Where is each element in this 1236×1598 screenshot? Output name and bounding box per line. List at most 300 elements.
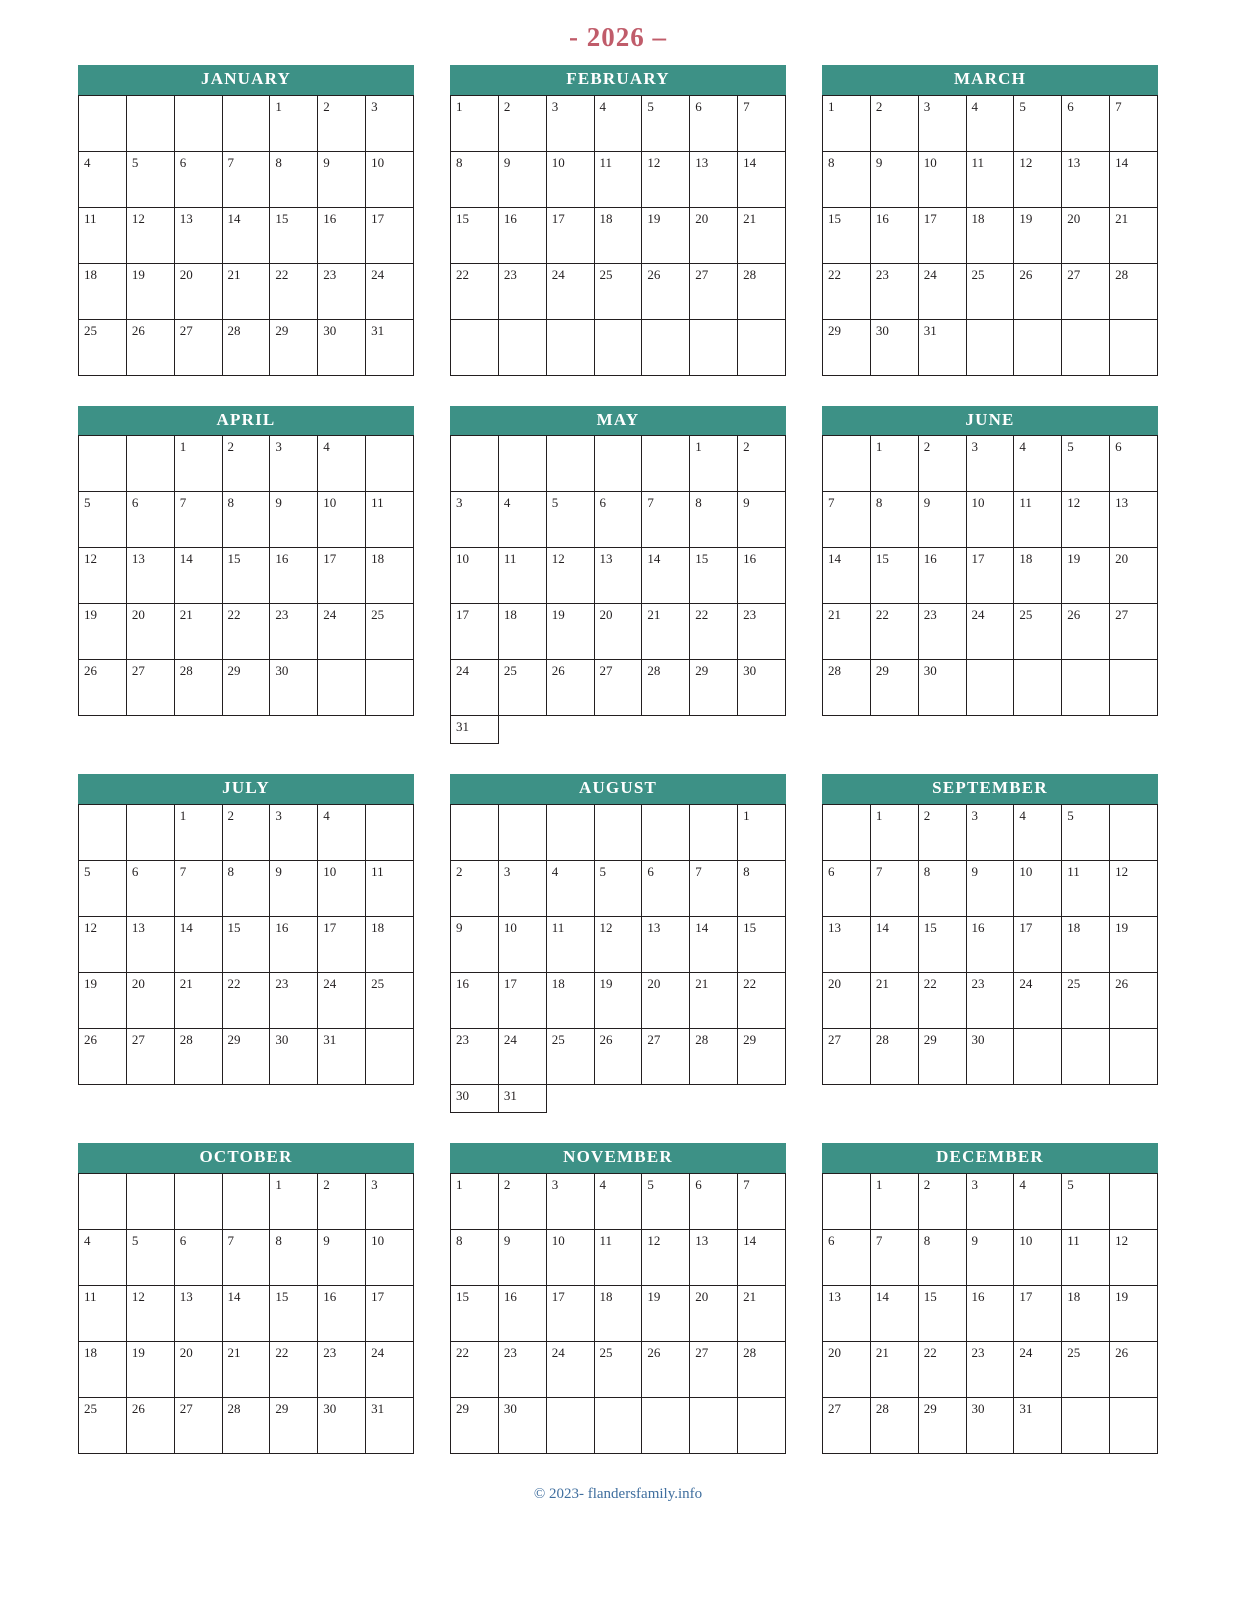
day-cell[interactable]: 22 [222,604,270,660]
day-cell[interactable]: 10 [546,151,594,207]
day-cell[interactable]: 8 [222,861,270,917]
day-cell[interactable]: 25 [366,604,414,660]
day-cell[interactable]: 3 [366,1173,414,1229]
day-cell[interactable]: 10 [451,548,499,604]
day-cell[interactable]: 10 [366,1229,414,1285]
day-cell[interactable]: 31 [451,716,499,744]
day-cell[interactable]: 18 [594,207,642,263]
day-cell[interactable]: 17 [966,548,1014,604]
day-cell[interactable]: 6 [823,1229,871,1285]
day-cell[interactable]: 5 [1062,436,1110,492]
day-cell[interactable]: 13 [690,151,738,207]
day-cell[interactable]: 21 [738,207,786,263]
day-cell[interactable]: 13 [174,207,222,263]
day-cell[interactable]: 19 [1014,207,1062,263]
day-cell[interactable]: 16 [498,1285,546,1341]
day-cell[interactable]: 28 [222,1397,270,1453]
day-cell[interactable]: 30 [270,660,318,716]
day-cell[interactable]: 6 [690,1173,738,1229]
day-cell[interactable]: 14 [222,1285,270,1341]
day-cell[interactable]: 11 [594,151,642,207]
day-cell[interactable]: 4 [1014,436,1062,492]
day-cell[interactable]: 20 [174,1341,222,1397]
day-cell[interactable]: 16 [966,1285,1014,1341]
day-cell[interactable]: 24 [498,1029,546,1085]
day-cell[interactable]: 8 [451,151,499,207]
day-cell[interactable]: 4 [546,861,594,917]
day-cell[interactable]: 17 [546,1285,594,1341]
day-cell[interactable]: 1 [870,805,918,861]
day-cell[interactable]: 21 [174,604,222,660]
day-cell[interactable]: 6 [594,492,642,548]
day-cell[interactable]: 27 [594,660,642,716]
day-cell[interactable]: 4 [79,1229,127,1285]
day-cell[interactable]: 6 [1110,436,1158,492]
day-cell[interactable]: 2 [451,861,499,917]
day-cell[interactable]: 18 [79,1341,127,1397]
day-cell[interactable]: 28 [642,660,690,716]
day-cell[interactable]: 25 [79,1397,127,1453]
day-cell[interactable]: 7 [222,151,270,207]
day-cell[interactable]: 29 [870,660,918,716]
day-cell[interactable]: 26 [642,263,690,319]
day-cell[interactable]: 30 [870,319,918,375]
day-cell[interactable]: 27 [174,319,222,375]
day-cell[interactable]: 20 [126,973,174,1029]
day-cell[interactable]: 30 [966,1029,1014,1085]
day-cell[interactable]: 15 [918,1285,966,1341]
day-cell[interactable]: 18 [1014,548,1062,604]
day-cell[interactable]: 14 [870,917,918,973]
day-cell[interactable]: 15 [918,917,966,973]
day-cell[interactable]: 26 [126,1397,174,1453]
day-cell[interactable]: 21 [690,973,738,1029]
day-cell[interactable]: 5 [642,95,690,151]
day-cell[interactable]: 6 [174,1229,222,1285]
day-cell[interactable]: 29 [918,1397,966,1453]
day-cell[interactable]: 17 [366,1285,414,1341]
day-cell[interactable]: 1 [823,95,871,151]
day-cell[interactable]: 31 [366,1397,414,1453]
day-cell[interactable]: 25 [594,263,642,319]
day-cell[interactable]: 8 [690,492,738,548]
day-cell[interactable]: 10 [1014,861,1062,917]
day-cell[interactable]: 19 [642,1285,690,1341]
day-cell[interactable]: 7 [690,861,738,917]
day-cell[interactable]: 23 [870,263,918,319]
day-cell[interactable]: 13 [126,548,174,604]
day-cell[interactable]: 9 [966,861,1014,917]
day-cell[interactable]: 17 [1014,1285,1062,1341]
day-cell[interactable]: 12 [126,207,174,263]
day-cell[interactable]: 15 [738,917,786,973]
day-cell[interactable]: 14 [738,151,786,207]
day-cell[interactable]: 14 [690,917,738,973]
day-cell[interactable]: 19 [1110,1285,1158,1341]
day-cell[interactable]: 23 [270,604,318,660]
day-cell[interactable]: 17 [546,207,594,263]
day-cell[interactable]: 31 [1014,1397,1062,1453]
day-cell[interactable]: 16 [918,548,966,604]
day-cell[interactable]: 25 [79,319,127,375]
day-cell[interactable]: 29 [451,1397,499,1453]
day-cell[interactable]: 22 [870,604,918,660]
day-cell[interactable]: 18 [498,604,546,660]
day-cell[interactable]: 15 [451,207,499,263]
day-cell[interactable]: 23 [918,604,966,660]
day-cell[interactable]: 24 [918,263,966,319]
day-cell[interactable]: 8 [738,861,786,917]
day-cell[interactable]: 13 [1110,492,1158,548]
day-cell[interactable]: 9 [318,151,366,207]
day-cell[interactable]: 5 [1062,1173,1110,1229]
day-cell[interactable]: 5 [642,1173,690,1229]
day-cell[interactable]: 5 [126,1229,174,1285]
day-cell[interactable]: 9 [738,492,786,548]
day-cell[interactable]: 3 [270,436,318,492]
day-cell[interactable]: 1 [174,805,222,861]
day-cell[interactable]: 14 [174,917,222,973]
day-cell[interactable]: 26 [594,1029,642,1085]
day-cell[interactable]: 1 [270,1173,318,1229]
day-cell[interactable]: 28 [738,263,786,319]
day-cell[interactable]: 2 [918,805,966,861]
day-cell[interactable]: 2 [918,1173,966,1229]
day-cell[interactable]: 26 [546,660,594,716]
day-cell[interactable]: 3 [451,492,499,548]
day-cell[interactable]: 22 [270,263,318,319]
day-cell[interactable]: 11 [1062,861,1110,917]
day-cell[interactable]: 11 [966,151,1014,207]
day-cell[interactable]: 9 [451,917,499,973]
day-cell[interactable]: 3 [546,1173,594,1229]
day-cell[interactable]: 5 [1014,95,1062,151]
day-cell[interactable]: 18 [366,548,414,604]
day-cell[interactable]: 1 [870,436,918,492]
day-cell[interactable]: 11 [1014,492,1062,548]
day-cell[interactable]: 16 [270,548,318,604]
day-cell[interactable]: 20 [690,1285,738,1341]
day-cell[interactable]: 7 [174,861,222,917]
day-cell[interactable]: 25 [1014,604,1062,660]
day-cell[interactable]: 9 [270,861,318,917]
day-cell[interactable]: 19 [594,973,642,1029]
day-cell[interactable]: 12 [79,548,127,604]
day-cell[interactable]: 26 [1110,973,1158,1029]
day-cell[interactable]: 10 [318,861,366,917]
day-cell[interactable]: 16 [451,973,499,1029]
day-cell[interactable]: 17 [318,548,366,604]
day-cell[interactable]: 24 [546,1341,594,1397]
day-cell[interactable]: 15 [270,1285,318,1341]
day-cell[interactable]: 24 [318,973,366,1029]
day-cell[interactable]: 3 [498,861,546,917]
day-cell[interactable]: 2 [318,1173,366,1229]
day-cell[interactable]: 3 [966,1173,1014,1229]
day-cell[interactable]: 26 [79,1029,127,1085]
day-cell[interactable]: 31 [918,319,966,375]
day-cell[interactable]: 29 [222,1029,270,1085]
day-cell[interactable]: 17 [366,207,414,263]
day-cell[interactable]: 11 [546,917,594,973]
day-cell[interactable]: 1 [270,95,318,151]
day-cell[interactable]: 21 [642,604,690,660]
day-cell[interactable]: 3 [546,95,594,151]
day-cell[interactable]: 21 [174,973,222,1029]
day-cell[interactable]: 19 [1110,917,1158,973]
day-cell[interactable]: 27 [1110,604,1158,660]
day-cell[interactable]: 29 [270,1397,318,1453]
day-cell[interactable]: 30 [966,1397,1014,1453]
day-cell[interactable]: 12 [1014,151,1062,207]
day-cell[interactable]: 12 [642,151,690,207]
day-cell[interactable]: 6 [126,492,174,548]
day-cell[interactable]: 15 [823,207,871,263]
day-cell[interactable]: 14 [642,548,690,604]
day-cell[interactable]: 17 [451,604,499,660]
day-cell[interactable]: 22 [918,973,966,1029]
day-cell[interactable]: 19 [126,1341,174,1397]
day-cell[interactable]: 13 [823,917,871,973]
day-cell[interactable]: 24 [366,1341,414,1397]
day-cell[interactable]: 5 [546,492,594,548]
day-cell[interactable]: 11 [366,861,414,917]
day-cell[interactable]: 14 [870,1285,918,1341]
day-cell[interactable]: 3 [366,95,414,151]
day-cell[interactable]: 5 [79,492,127,548]
day-cell[interactable]: 7 [642,492,690,548]
day-cell[interactable]: 29 [690,660,738,716]
day-cell[interactable]: 18 [1062,1285,1110,1341]
day-cell[interactable]: 7 [738,95,786,151]
day-cell[interactable]: 20 [1110,548,1158,604]
day-cell[interactable]: 16 [870,207,918,263]
day-cell[interactable]: 20 [126,604,174,660]
day-cell[interactable]: 26 [1110,1341,1158,1397]
day-cell[interactable]: 29 [270,319,318,375]
day-cell[interactable]: 28 [1110,263,1158,319]
day-cell[interactable]: 4 [1014,805,1062,861]
day-cell[interactable]: 8 [870,492,918,548]
day-cell[interactable]: 8 [918,861,966,917]
day-cell[interactable]: 5 [126,151,174,207]
day-cell[interactable]: 10 [366,151,414,207]
day-cell[interactable]: 22 [222,973,270,1029]
day-cell[interactable]: 26 [79,660,127,716]
day-cell[interactable]: 3 [966,805,1014,861]
day-cell[interactable]: 2 [222,805,270,861]
day-cell[interactable]: 23 [738,604,786,660]
day-cell[interactable]: 10 [918,151,966,207]
day-cell[interactable]: 6 [823,861,871,917]
day-cell[interactable]: 6 [690,95,738,151]
day-cell[interactable]: 20 [690,207,738,263]
day-cell[interactable]: 31 [498,1085,546,1113]
day-cell[interactable]: 28 [690,1029,738,1085]
day-cell[interactable]: 9 [918,492,966,548]
day-cell[interactable]: 14 [174,548,222,604]
day-cell[interactable]: 4 [318,805,366,861]
day-cell[interactable]: 15 [870,548,918,604]
day-cell[interactable]: 11 [366,492,414,548]
day-cell[interactable]: 11 [498,548,546,604]
day-cell[interactable]: 15 [451,1285,499,1341]
day-cell[interactable]: 18 [546,973,594,1029]
day-cell[interactable]: 7 [823,492,871,548]
day-cell[interactable]: 28 [174,660,222,716]
day-cell[interactable]: 18 [79,263,127,319]
day-cell[interactable]: 17 [1014,917,1062,973]
day-cell[interactable]: 6 [642,861,690,917]
day-cell[interactable]: 25 [366,973,414,1029]
day-cell[interactable]: 30 [498,1397,546,1453]
day-cell[interactable]: 11 [79,207,127,263]
day-cell[interactable]: 1 [451,1173,499,1229]
day-cell[interactable]: 8 [270,151,318,207]
day-cell[interactable]: 22 [738,973,786,1029]
day-cell[interactable]: 5 [79,861,127,917]
day-cell[interactable]: 3 [270,805,318,861]
day-cell[interactable]: 15 [270,207,318,263]
day-cell[interactable]: 18 [594,1285,642,1341]
day-cell[interactable]: 1 [738,805,786,861]
day-cell[interactable]: 24 [546,263,594,319]
day-cell[interactable]: 18 [1062,917,1110,973]
day-cell[interactable]: 20 [594,604,642,660]
day-cell[interactable]: 14 [1110,151,1158,207]
day-cell[interactable]: 23 [451,1029,499,1085]
day-cell[interactable]: 20 [1062,207,1110,263]
day-cell[interactable]: 2 [498,1173,546,1229]
day-cell[interactable]: 9 [318,1229,366,1285]
day-cell[interactable]: 22 [451,263,499,319]
day-cell[interactable]: 24 [1014,973,1062,1029]
day-cell[interactable]: 16 [318,207,366,263]
day-cell[interactable]: 8 [823,151,871,207]
day-cell[interactable]: 26 [1062,604,1110,660]
day-cell[interactable]: 26 [1014,263,1062,319]
day-cell[interactable]: 19 [642,207,690,263]
day-cell[interactable]: 1 [870,1173,918,1229]
day-cell[interactable]: 8 [451,1229,499,1285]
day-cell[interactable]: 10 [318,492,366,548]
day-cell[interactable]: 15 [690,548,738,604]
day-cell[interactable]: 23 [498,1341,546,1397]
day-cell[interactable]: 16 [738,548,786,604]
day-cell[interactable]: 12 [1110,861,1158,917]
day-cell[interactable]: 9 [498,1229,546,1285]
day-cell[interactable]: 12 [126,1285,174,1341]
day-cell[interactable]: 20 [823,973,871,1029]
day-cell[interactable]: 4 [966,95,1014,151]
day-cell[interactable]: 12 [1110,1229,1158,1285]
day-cell[interactable]: 27 [126,660,174,716]
day-cell[interactable]: 15 [222,917,270,973]
day-cell[interactable]: 21 [1110,207,1158,263]
day-cell[interactable]: 4 [498,492,546,548]
day-cell[interactable]: 7 [870,1229,918,1285]
day-cell[interactable]: 2 [318,95,366,151]
day-cell[interactable]: 13 [642,917,690,973]
day-cell[interactable]: 3 [966,436,1014,492]
day-cell[interactable]: 11 [79,1285,127,1341]
day-cell[interactable]: 18 [366,917,414,973]
day-cell[interactable]: 9 [870,151,918,207]
day-cell[interactable]: 25 [546,1029,594,1085]
day-cell[interactable]: 18 [966,207,1014,263]
day-cell[interactable]: 27 [174,1397,222,1453]
day-cell[interactable]: 30 [738,660,786,716]
day-cell[interactable]: 28 [174,1029,222,1085]
day-cell[interactable]: 22 [823,263,871,319]
day-cell[interactable]: 12 [594,917,642,973]
day-cell[interactable]: 20 [174,263,222,319]
day-cell[interactable]: 13 [594,548,642,604]
day-cell[interactable]: 8 [270,1229,318,1285]
day-cell[interactable]: 23 [270,973,318,1029]
day-cell[interactable]: 3 [918,95,966,151]
day-cell[interactable]: 21 [222,1341,270,1397]
day-cell[interactable]: 1 [451,95,499,151]
day-cell[interactable]: 23 [318,263,366,319]
day-cell[interactable]: 31 [318,1029,366,1085]
day-cell[interactable]: 9 [498,151,546,207]
day-cell[interactable]: 8 [222,492,270,548]
day-cell[interactable]: 27 [823,1397,871,1453]
day-cell[interactable]: 28 [738,1341,786,1397]
day-cell[interactable]: 19 [1062,548,1110,604]
day-cell[interactable]: 27 [823,1029,871,1085]
day-cell[interactable]: 1 [690,436,738,492]
day-cell[interactable]: 21 [222,263,270,319]
day-cell[interactable]: 30 [451,1085,499,1113]
day-cell[interactable]: 17 [498,973,546,1029]
day-cell[interactable]: 14 [738,1229,786,1285]
day-cell[interactable]: 9 [270,492,318,548]
day-cell[interactable]: 10 [546,1229,594,1285]
day-cell[interactable]: 2 [498,95,546,151]
day-cell[interactable]: 22 [451,1341,499,1397]
day-cell[interactable]: 27 [690,263,738,319]
day-cell[interactable]: 21 [823,604,871,660]
day-cell[interactable]: 29 [918,1029,966,1085]
day-cell[interactable]: 5 [594,861,642,917]
day-cell[interactable]: 7 [1110,95,1158,151]
day-cell[interactable]: 24 [1014,1341,1062,1397]
day-cell[interactable]: 30 [318,319,366,375]
day-cell[interactable]: 7 [870,861,918,917]
day-cell[interactable]: 6 [174,151,222,207]
day-cell[interactable]: 27 [690,1341,738,1397]
day-cell[interactable]: 12 [642,1229,690,1285]
day-cell[interactable]: 21 [870,1341,918,1397]
day-cell[interactable]: 21 [738,1285,786,1341]
day-cell[interactable]: 13 [174,1285,222,1341]
day-cell[interactable]: 29 [823,319,871,375]
day-cell[interactable]: 28 [870,1029,918,1085]
day-cell[interactable]: 25 [966,263,1014,319]
day-cell[interactable]: 12 [546,548,594,604]
day-cell[interactable]: 14 [823,548,871,604]
day-cell[interactable]: 1 [174,436,222,492]
day-cell[interactable]: 28 [870,1397,918,1453]
day-cell[interactable]: 6 [1062,95,1110,151]
day-cell[interactable]: 16 [498,207,546,263]
day-cell[interactable]: 25 [594,1341,642,1397]
day-cell[interactable]: 26 [642,1341,690,1397]
day-cell[interactable]: 30 [918,660,966,716]
day-cell[interactable]: 19 [126,263,174,319]
